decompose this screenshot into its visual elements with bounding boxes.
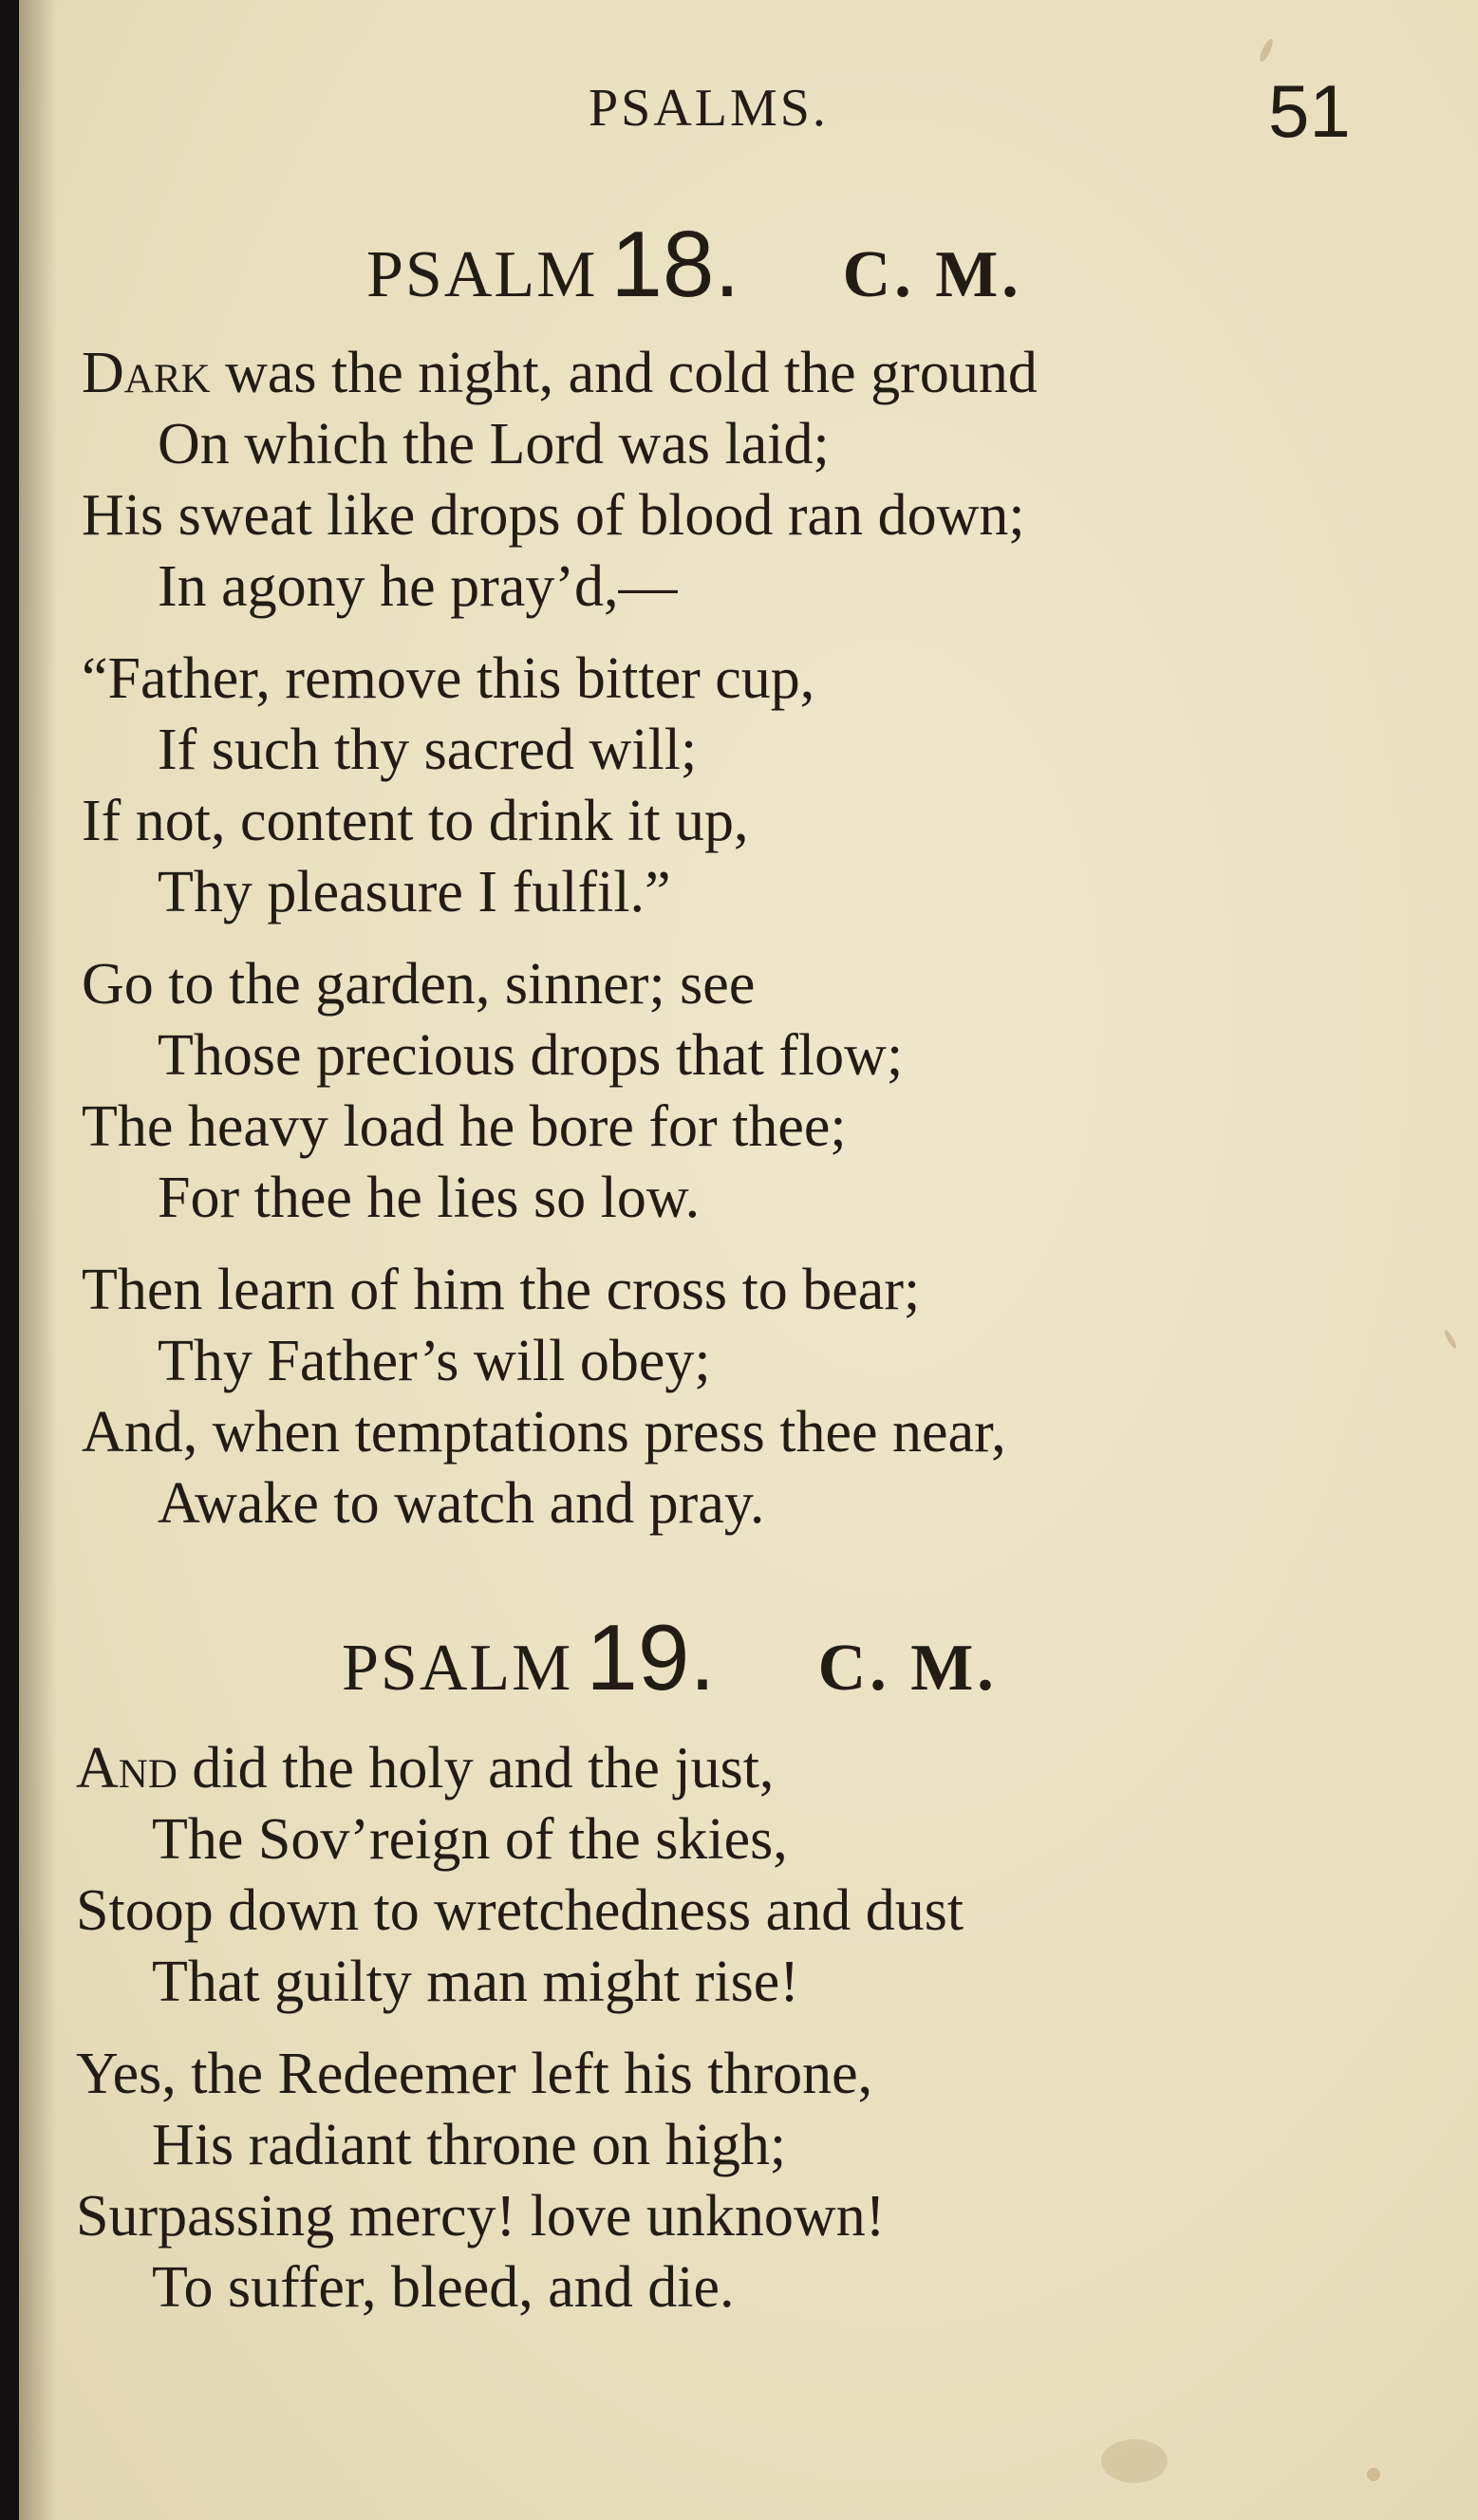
verse-line: Stoop down to wretchedness and dust xyxy=(76,1878,964,1943)
verse-line: If not, content to drink it up, xyxy=(82,789,749,853)
verse-line: His sweat like drops of blood ran down; xyxy=(82,483,1025,548)
verse-line-rest: did the holy and the just, xyxy=(177,1736,775,1801)
stanza xyxy=(82,338,1449,623)
paper-fleck xyxy=(1367,2468,1380,2481)
book-spine-edge xyxy=(0,0,19,2520)
psalm-18-heading xyxy=(366,211,1022,318)
verse-line: For thee he lies so low. xyxy=(158,1166,701,1230)
psalm-19-text xyxy=(76,1733,1443,2344)
psalm-label: PSALM xyxy=(342,1632,573,1705)
verse-line: Yes, the Redeemer left his throne, xyxy=(76,2042,873,2106)
verse-line: And, when temptations press thee near, xyxy=(82,1400,1006,1465)
verse-line: Those precious drops that flow; xyxy=(158,1023,904,1088)
gutter-shadow xyxy=(19,0,57,2520)
verse-line: Then learn of him the cross to bear; xyxy=(82,1258,921,1322)
verse-line: That guilty man might rise! xyxy=(152,1950,799,2014)
psalm-19-heading xyxy=(342,1604,998,1711)
verse-line: Surpassing mercy! love unknown! xyxy=(76,2184,886,2249)
verse-line: In agony he pray’d,— xyxy=(158,554,678,619)
psalm-number: 18. xyxy=(610,212,740,316)
stanza xyxy=(82,1255,1449,1540)
verse-line: To suffer, bleed, and die. xyxy=(152,2255,735,2320)
verse-line xyxy=(82,338,1449,409)
paper-fleck xyxy=(1101,2439,1168,2483)
verse-line: Thy Father’s will obey; xyxy=(158,1329,711,1393)
verse-line: The Sov’reign of the skies, xyxy=(152,1807,788,1872)
verse-line: His radiant throne on high; xyxy=(152,2113,787,2177)
verse-line xyxy=(76,1733,1443,1804)
verse-line: On which the Lord was laid; xyxy=(158,412,830,476)
stanza xyxy=(82,644,1449,928)
psalm-meter: C. M. xyxy=(817,1632,998,1705)
running-head: PSALMS. xyxy=(589,79,829,138)
psalm-label: PSALM xyxy=(366,238,598,311)
stanza xyxy=(82,949,1449,1234)
psalm-18-text xyxy=(82,338,1449,1560)
verse-line: “Father, remove this bitter cup, xyxy=(82,646,815,711)
psalm-meter: C. M. xyxy=(842,238,1022,311)
verse-line: Awake to watch and pray. xyxy=(158,1471,765,1536)
stanza xyxy=(76,1733,1443,2018)
paper-fleck xyxy=(1258,38,1275,64)
verse-line: Thy pleasure I fulfil.” xyxy=(158,860,671,924)
psalm-number: 19. xyxy=(586,1605,716,1709)
verse-line: The heavy load he bore for thee; xyxy=(82,1094,847,1159)
stanza xyxy=(76,2039,1443,2324)
verse-first-word: And xyxy=(76,1736,178,1801)
verse-line-rest: was the night, and cold the ground xyxy=(210,341,1038,405)
verse-line: If such thy sacred will; xyxy=(158,718,698,782)
page-number: 51 xyxy=(1268,69,1351,153)
verse-line: Go to the garden, sinner; see xyxy=(82,952,756,1017)
verse-first-word: Dark xyxy=(82,341,211,405)
